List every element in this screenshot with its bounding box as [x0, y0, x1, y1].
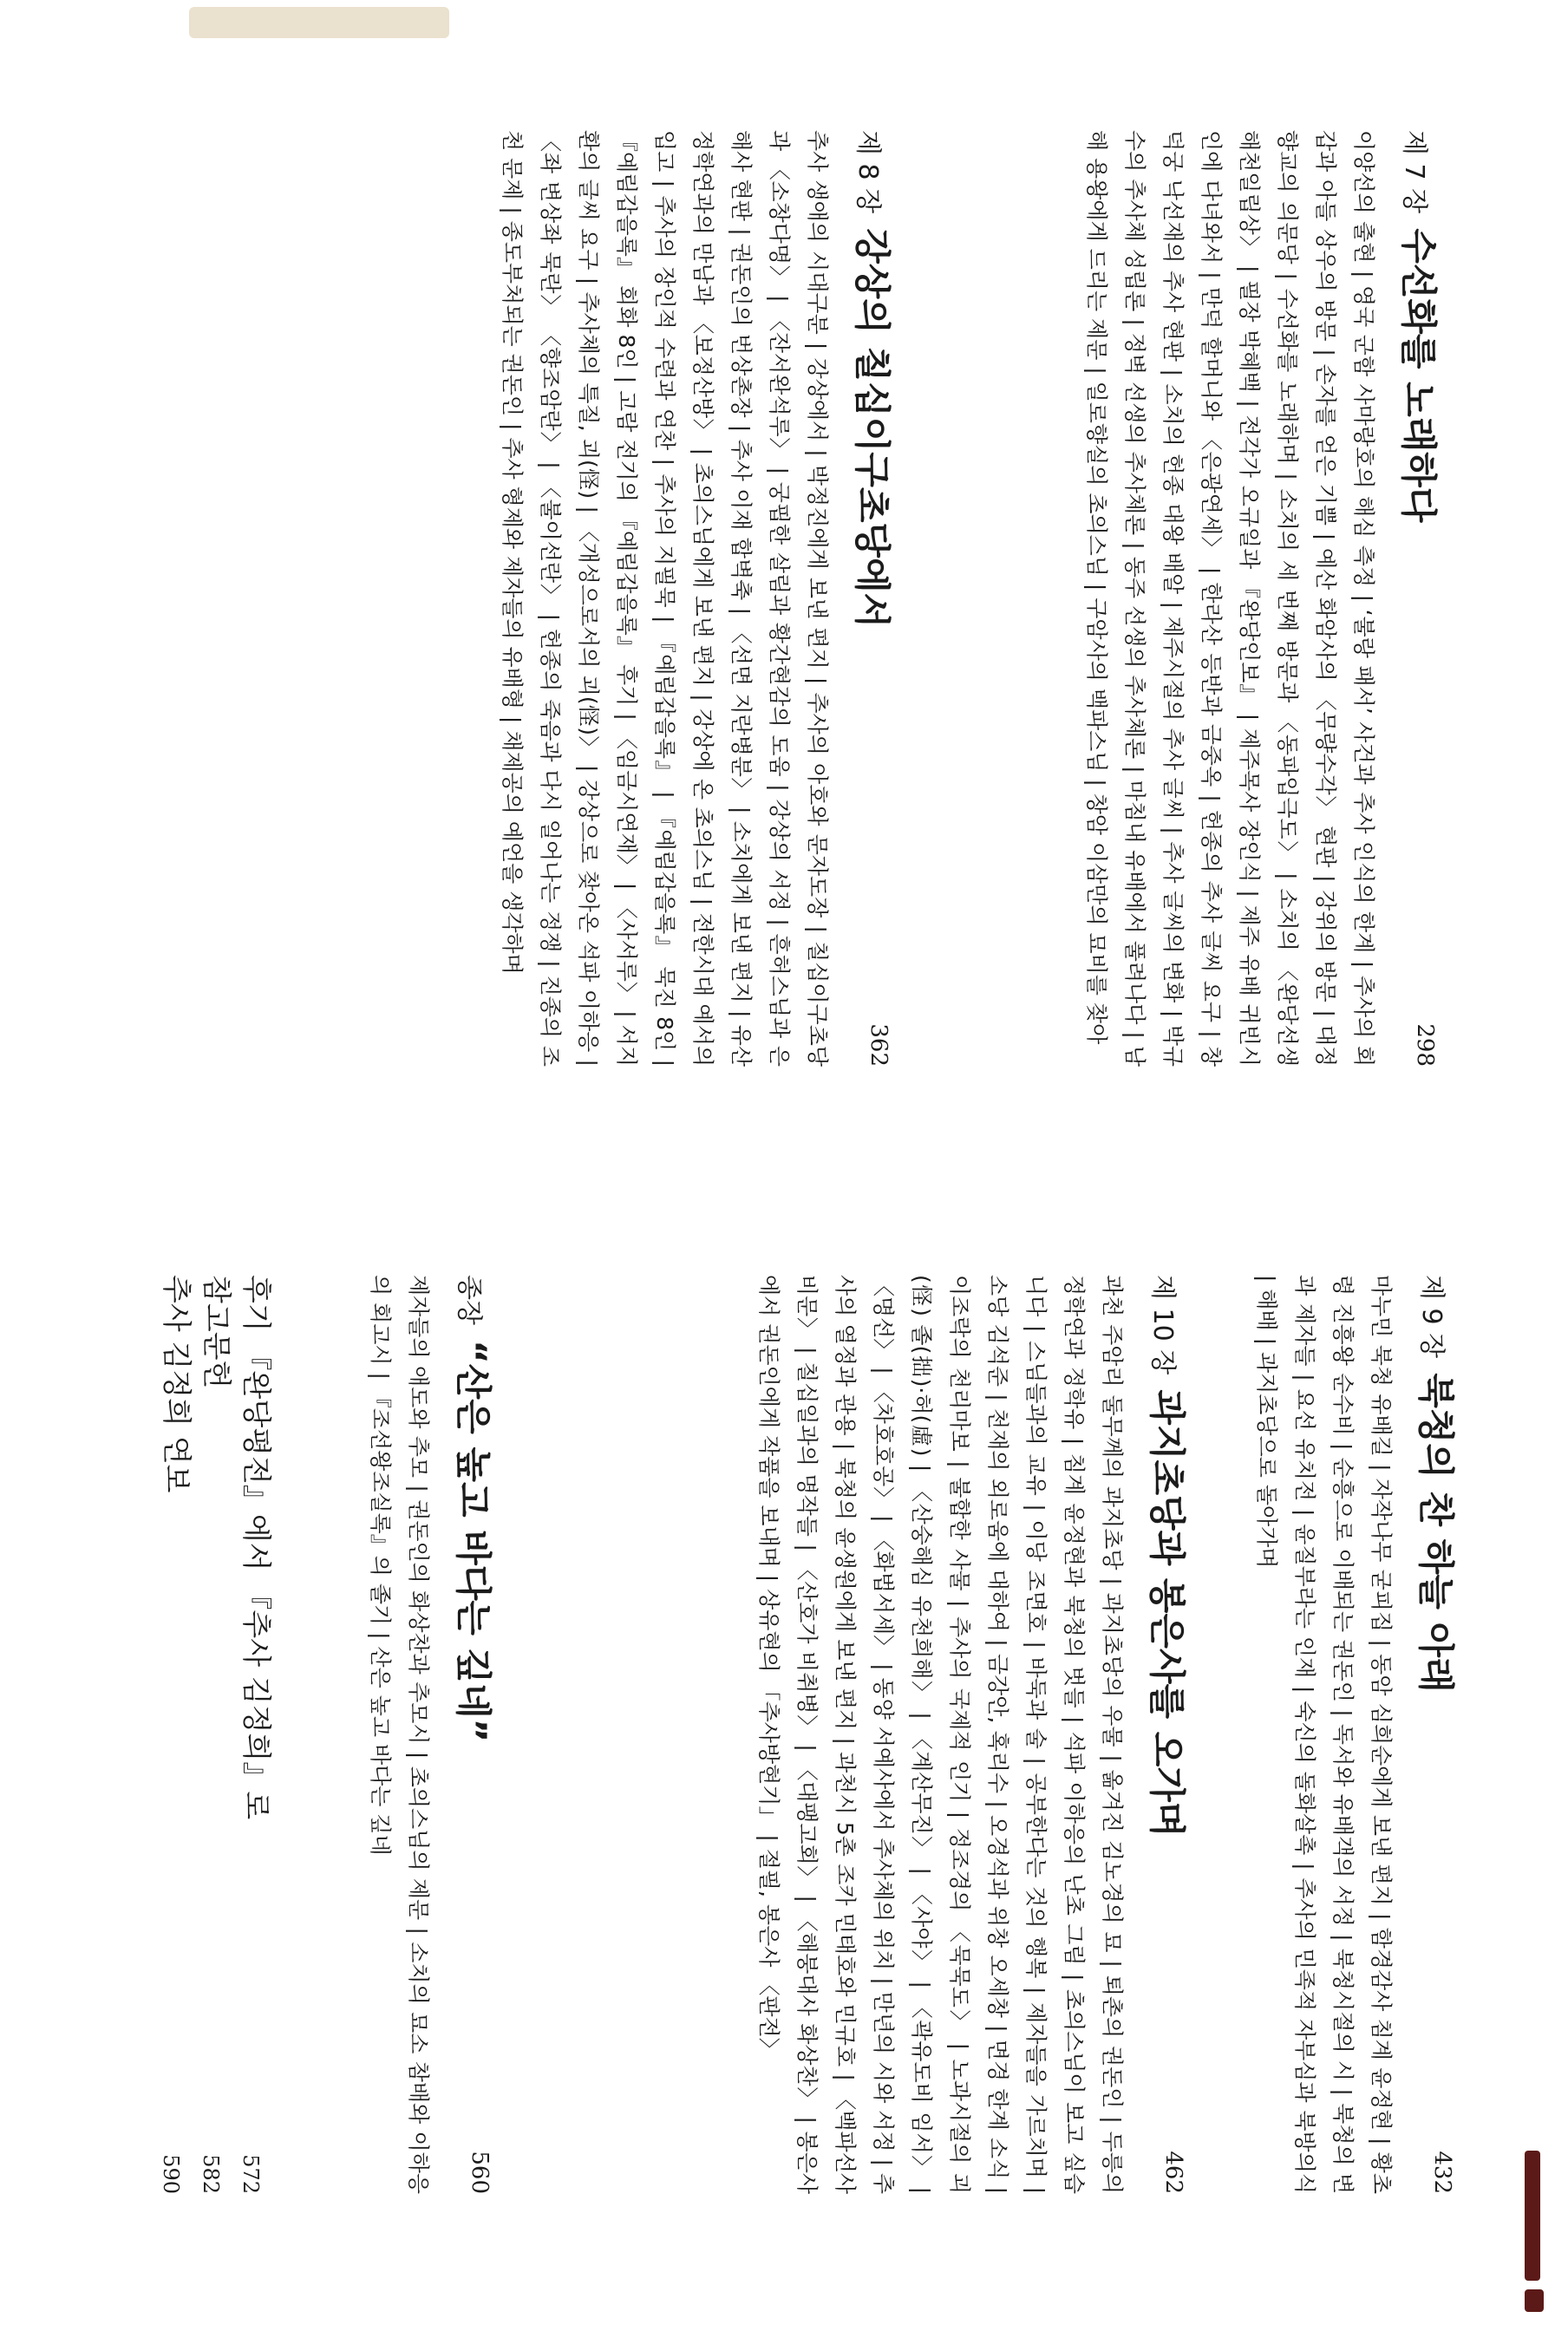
- chapter-7: [1077, 130, 1447, 1067]
- page-number: 572: [238, 2154, 263, 2194]
- chapter-title: “산은 높고 바다는 깊네”: [452, 1340, 494, 1743]
- ink-mark: [1525, 2289, 1544, 2312]
- chapter-contents: 마누민 북청 유배길 | 자작나무 굳피집 | 동암 심희순에게 보낸 편지 | 함경감사 침계 윤정현 | 황초령 진흥왕 순수비 | 순흥으로 이배되는 권돈인 | 독서와 유배객의 서정 | 북청시절의 시 | 북청의 변과 제자들 | 요선 유치전 | 윤질부라는 인재 | 숙신의 돌화살촉 | 추사의 민족적 자부심과 북방의식 | 해배 | 과지초당으로 돌아가며: [1254, 1275, 1394, 2194]
- page-number: 582: [199, 2154, 223, 2194]
- chapter-label: 종장: [454, 1275, 484, 1325]
- chapter-10: [749, 1275, 1195, 2194]
- chapter-heading: [1408, 1275, 1464, 2194]
- back-matter-item: [156, 1275, 196, 2194]
- chapter-label: 제 7 장: [1399, 130, 1429, 214]
- chapter-title: 수선화를 노래하다: [1397, 228, 1440, 523]
- chapter-label: 제 10 장: [1147, 1275, 1178, 1375]
- chapter-label: 제 9 장: [1416, 1275, 1447, 1359]
- chapter-contents: 제자들의 애도와 추모 | 권돈인의 화상찬과 추모시 | 초의스님의 제문 | 소치의 묘소 참배와 이하응의 회고시 | 『조선왕조실록』의 졸기 | 산은 높고 바다는 깊네: [368, 1275, 431, 2194]
- chapter-title: 북청의 찬 하늘 아래: [1414, 1373, 1457, 1693]
- back-matter-label: 추사 김정희 연보: [159, 1275, 193, 1493]
- back-matter-label: 참고문헌: [199, 1275, 233, 1389]
- page-number: 298: [1412, 1023, 1438, 1067]
- back-matter-item: [196, 1275, 236, 2194]
- page-number: 590: [159, 2154, 183, 2194]
- page-number: 462: [1160, 2151, 1186, 2194]
- chapter-8: [493, 130, 900, 1067]
- page-number: 432: [1429, 2151, 1455, 2194]
- chapter-heading: [1140, 1275, 1195, 2194]
- chapter-heading: [1391, 130, 1447, 1067]
- chapter-contents: 과천 주암리 둘무께의 과지초당 | 과지초당의 우물 | 옮겨진 김노경의 묘 | 퇴촌의 권돈인 | 두릉의 정학연과 정학유 | 침계 윤정현과 북청의 벗들 | 석파 이하응의 난초 그림 | 초의스님이 보고 싶습니다 | 스님들과의 교유 | 이당 조면호 | 바둑과 술 | 공부한다는 것의 행복 | 제자들을 가르치며 | 소당 김석준 | 천재의 외로움에 대하여 | 금강안, 혹리수 | 오경석과 위창 오세창 | 면경 한계 소식 | 이조락의 천리마보 | 불합한 사물 | 추사의 국제적 인기 | 정조경의 〈묵묵도〉 | 노과시절의 괴(怪) 졸(拙)·허(虛) | 〈산숭해심 유천희해〉 | 〈계산무진〉 | 〈사야〉 | 〈곽유도비 임서〉 | 〈명선〉 | 〈차호호공〉 | 〈화법서세〉 | 동양 서예사에서 추사체의 위치 | 만년의 시와 서정 | 추사의 열정과 관용 | 북청의 윤생원에게 보낸 편지 | 과천시 5촌 조카 민태호와 민규호 | 〈백파선사비문〉 | 칠십일과의 명작들 | 〈산호가 비취병〉 | 〈대팽고회〉 | 〈해붕대사 화상찬〉 | 봉은사에서 권돈인에게 작품을 보내며 | 상유현의 「추사방현기」 | 절필, 봉은사 〈판전〉: [756, 1275, 1125, 2194]
- chapter-heading: [446, 1275, 501, 2194]
- chapter-contents: 이양선의 출현 | 영국 군함 사마랑호의 해심 측정 | ‘불랑 패서’ 사건과 추사 인식의 한계 | 추사의 회갑과 아들 상우의 방문 | 손자를 얻은 기쁨 | 예산 화암사의 〈무량수각〉 현판 | 강위의 방문 | 대정향교의 의문당 | 수선화를 노래하며 | 소치의 세 번째 방문과 〈동파입극도〉 | 소치의 〈완당선생 해천일립상〉 | 필장 박혜백 | 전각가 오규일과 『완당인보』 | 제주목사 장인식 | 제주 유배 귀빈시인에 다녀와서 | 만덕 할머니와 〈은광연세〉 | 한라산 등반과 금중옥 | 헌종의 추사 글씨 요구 | 창덕궁 낙선재의 추사 현판 | 소치의 헌종 대왕 배알 | 제주시절의 추사 글씨 | 추사 글씨의 변화 | 박규수의 추사체 성립론 | 정벽 선생의 추사체론 | 동주 선생의 추사체론 | 마침내 유배에서 풀려나다 | 남해 용왕에게 드리는 제문 | 일로향실의 초의스님 | 구암사의 백파스님 | 창암 이삼만의 묘비를 찾아: [1084, 130, 1376, 1067]
- chapter-title: 과지초당과 봉은사를 오가며: [1146, 1389, 1188, 1838]
- chapter-heading: [845, 130, 900, 1067]
- paper-stain: [189, 7, 449, 38]
- chapter-label: 제 8 장: [853, 130, 883, 214]
- back-matter-list: [156, 1275, 276, 2194]
- ink-mark: [1525, 2151, 1540, 2281]
- chapter-9: [1247, 1275, 1464, 2194]
- page-number: 560: [467, 2151, 493, 2194]
- page-number: 362: [866, 1023, 892, 1067]
- epilogue-chapter: [361, 1275, 501, 2194]
- back-matter-label: 후기 『완당평전』에서 『추사 김정희』로: [238, 1275, 273, 1820]
- back-matter-item: [236, 1275, 276, 2194]
- chapter-contents: 추사 생애의 시대구분 | 강상에서 | 박정진에게 보낸 편지 | 추사의 아호와 문자도장 | 칠십이구초당과 〈소창다명〉 | 〈잔서완석루〉 | 궁핍한 살림과 황간현감의 도움 | 강상의 서정 | 흔허스님과 은해사 현판 | 권돈인의 번상촌장 | 추사 이재 합벽축 | 〈선면 지란병분〉 | 소치에게 보낸 편지 | 유산 정학연과의 만남과 〈보정산방〉 | 초의스님에게 보낸 편지 | 강상에 온 초의스님 | 전한시대 예서의 입고 | 추사의 장인적 수련과 연찬 | 추사의 지필묵 | 『예림갑을록』 | 『예림갑을록』 묵진 8인 | 『예림갑을록』 회화 8인 | 고람 전기의 『예림갑을록』 후기 | 〈임금시연재〉 | 〈사서루〉 | 서지환의 글씨 요구 | 추사체의 특질, 괴(怪) | 〈개성으로서의 괴(怪)〉 | 강상으로 찾아온 석파 이하응 | 〈좌 변상좌 묵란〉 〈향조암란〉 | 〈불이선란〉 | 헌종의 죽음과 다시 일어나는 정쟁 | 진종의 조천 문제 | 종도부처되는 권돈인 | 추사 형제와 제자들의 유배형 | 채제공의 예언을 생각하며: [500, 130, 830, 1067]
- chapter-title: 강상의 칠십이구초당에서: [851, 228, 893, 629]
